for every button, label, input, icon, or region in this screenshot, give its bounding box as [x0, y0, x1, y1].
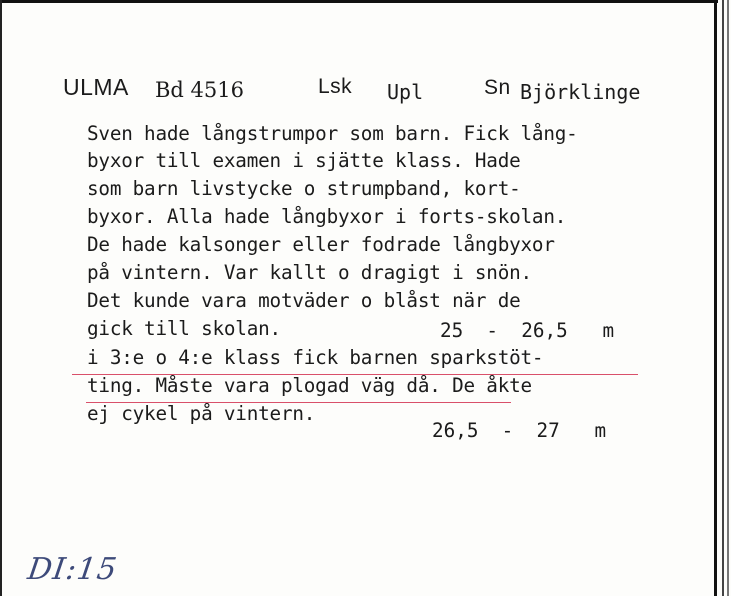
card-top-edge: [0, 0, 718, 3]
body-line: byxor till examen i sjätte klass. Hade: [87, 149, 521, 172]
card-right-edge: [714, 0, 717, 596]
volume-number: Bd 4516: [155, 78, 244, 102]
card-right-edge-shadow: [722, 0, 724, 596]
body-line: Sven hade långstrumpor som barn. Fick lång-: [87, 122, 578, 145]
card-left-edge: [0, 0, 2, 596]
parish-value: Björklinge: [520, 80, 641, 104]
province-value: Upl: [387, 80, 424, 104]
body-line: som barn livstycke o strumpband, kort-: [87, 177, 521, 200]
body-line: gick till skolan.: [87, 317, 281, 340]
body-line: ting. Måste vara plogad väg då. De åkte: [87, 374, 532, 397]
body-line: i 3:e o 4:e klass fick barnen sparkstöt-: [87, 346, 544, 369]
body-line: ej cykel på vintern.: [87, 402, 316, 425]
province-label: Lsk: [318, 75, 353, 98]
card-right-edge-shadow-2: [727, 0, 729, 596]
body-line: De hade kalsonger eller fodrade långbyxor: [87, 233, 555, 256]
parish-label: Sn: [484, 76, 511, 99]
highlight-underline: [72, 374, 638, 375]
depth-measure: 26,5 - 27 m: [432, 419, 607, 442]
body-line: på vintern. Var kallt o dragigt i snön.: [87, 261, 532, 284]
highlight-underline: [86, 402, 511, 403]
depth-measure: 25 - 26,5 m: [440, 319, 615, 342]
body-line: byxor. Alla hade långbyxor i forts-skolan.: [87, 205, 567, 228]
handwritten-reference: DI:15: [25, 552, 120, 587]
archive-label: ULMA: [63, 74, 129, 100]
body-line: Det kunde vara motväder o blåst när de: [87, 289, 521, 312]
